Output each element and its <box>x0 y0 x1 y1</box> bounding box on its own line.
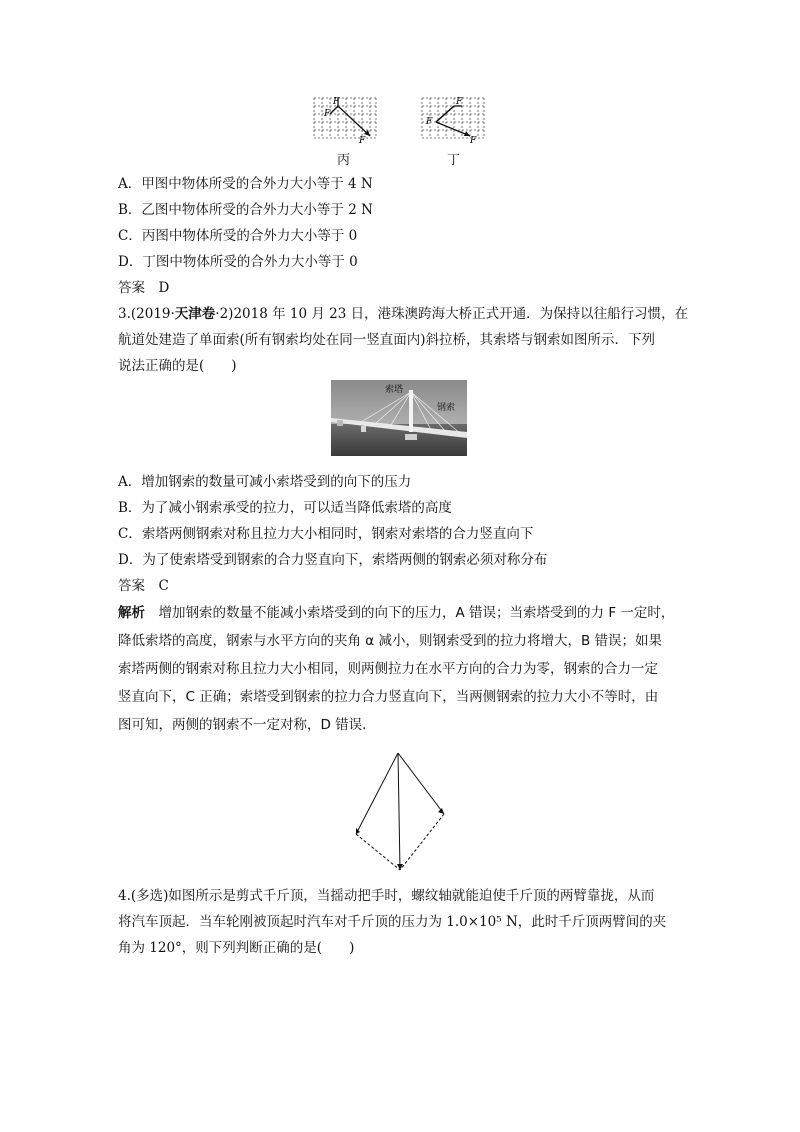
svg-text:F: F <box>470 136 477 146</box>
figure-bing-force-grid <box>312 96 378 146</box>
svg-text:F: F <box>426 117 433 127</box>
svg-text:F: F <box>333 97 340 107</box>
q3-analysis-line3: 索塔两侧的钢索对称且拉力大小相同，则两侧拉力在水平方向的合力为零，钢索的合力一定 <box>118 661 658 677</box>
force-parallelogram-diagram <box>350 750 450 876</box>
q3-option-a: A．增加钢索的数量可减小索塔受到的向下的压力 <box>118 474 412 490</box>
q3-answer <box>118 576 169 596</box>
bridge-photo-cable-label: 钢索 <box>437 403 456 413</box>
q3-analysis-label: 解析 <box>118 605 145 621</box>
q3-stem-prefix: 3.(2019· <box>118 306 175 322</box>
q2-option-d: D．丁图中物体所受的合外力大小等于 0 <box>118 254 358 270</box>
svg-text:F: F <box>324 109 331 119</box>
q2-option-c: C．丙图中物体所受的合外力大小等于 0 <box>118 228 358 244</box>
q3-stem-line3: 说法正确的是( ) <box>118 358 237 374</box>
q3-stem-line2: 航道处建造了单面索(所有钢索均处在同一竖直面内)斜拉桥，其索塔与钢索如图所示．下列 <box>118 332 656 348</box>
figure-ding-force-grid <box>420 96 486 146</box>
q3-stem-rest: ·2)2018 年 10 月 23 日，港珠澳跨海大桥正式开通．为保持以往船行习惯，在 <box>215 306 689 322</box>
q3-answer-value: C <box>158 578 169 594</box>
figure-ding-label: 丁 <box>447 153 461 168</box>
q2-answer-label: 答案 <box>118 280 145 296</box>
svg-text:F: F <box>456 97 463 107</box>
q3-option-d: D．为了使索塔受到钢索的合力竖直向下，索塔两侧的钢索必须对称分布 <box>118 552 548 568</box>
q3-analysis-line4: 竖直向下，C 正确；索塔受到钢索的拉力合力竖直向下，当两侧钢索的拉力大小不等时，由 <box>118 689 659 705</box>
q3-stem-line1 <box>118 304 688 324</box>
q2-option-a: A．甲图中物体所受的合外力大小等于 4 N <box>118 176 373 192</box>
svg-text:F: F <box>359 136 366 146</box>
bridge-photo-tower-label: 索塔 <box>385 385 404 395</box>
figure-bing-label: 丙 <box>337 153 351 168</box>
q3-analysis-line2: 降低索塔的高度，钢索与水平方向的夹角 α 减小，则钢索受到的拉力将增大，B 错误；如果 <box>118 633 663 649</box>
q3-analysis-line5: 图可知，两侧的钢索不一定对称，D 错误． <box>118 717 376 733</box>
q3-analysis-text1: 增加钢索的数量不能减小索塔受到的向下的压力，A 错误；当索塔受到的力 F 一定时， <box>158 605 675 621</box>
q2-answer <box>118 278 169 298</box>
q3-stem-source: 天津卷 <box>174 306 216 322</box>
q3-option-b: B．为了减小钢索承受的拉力，可以适当降低索塔的高度 <box>118 500 452 516</box>
q2-answer-value: D <box>158 280 170 296</box>
bridge-photo <box>331 380 467 456</box>
q3-option-c: C．索塔两侧钢索对称且拉力大小相同时，钢索对索塔的合力竖直向下 <box>118 526 534 542</box>
q4-stem-line2: 将汽车顶起．当车轮刚被顶起时汽车对千斤顶的压力为 1.0×10⁵ N，此时千斤顶两臂间的夹 <box>118 914 667 930</box>
q2-option-b: B．乙图中物体所受的合外力大小等于 2 N <box>118 202 373 218</box>
q4-stem-line1: 4.(多选)如图所示是剪式千斤顶，当摇动把手时，螺纹轴就能迫使千斤顶的两臂靠拢，从而 <box>118 888 655 904</box>
q3-analysis-line1 <box>118 603 674 623</box>
q3-answer-label: 答案 <box>118 578 145 594</box>
q4-stem-line3: 角为 120°，则下列判断正确的是( ) <box>118 940 355 956</box>
